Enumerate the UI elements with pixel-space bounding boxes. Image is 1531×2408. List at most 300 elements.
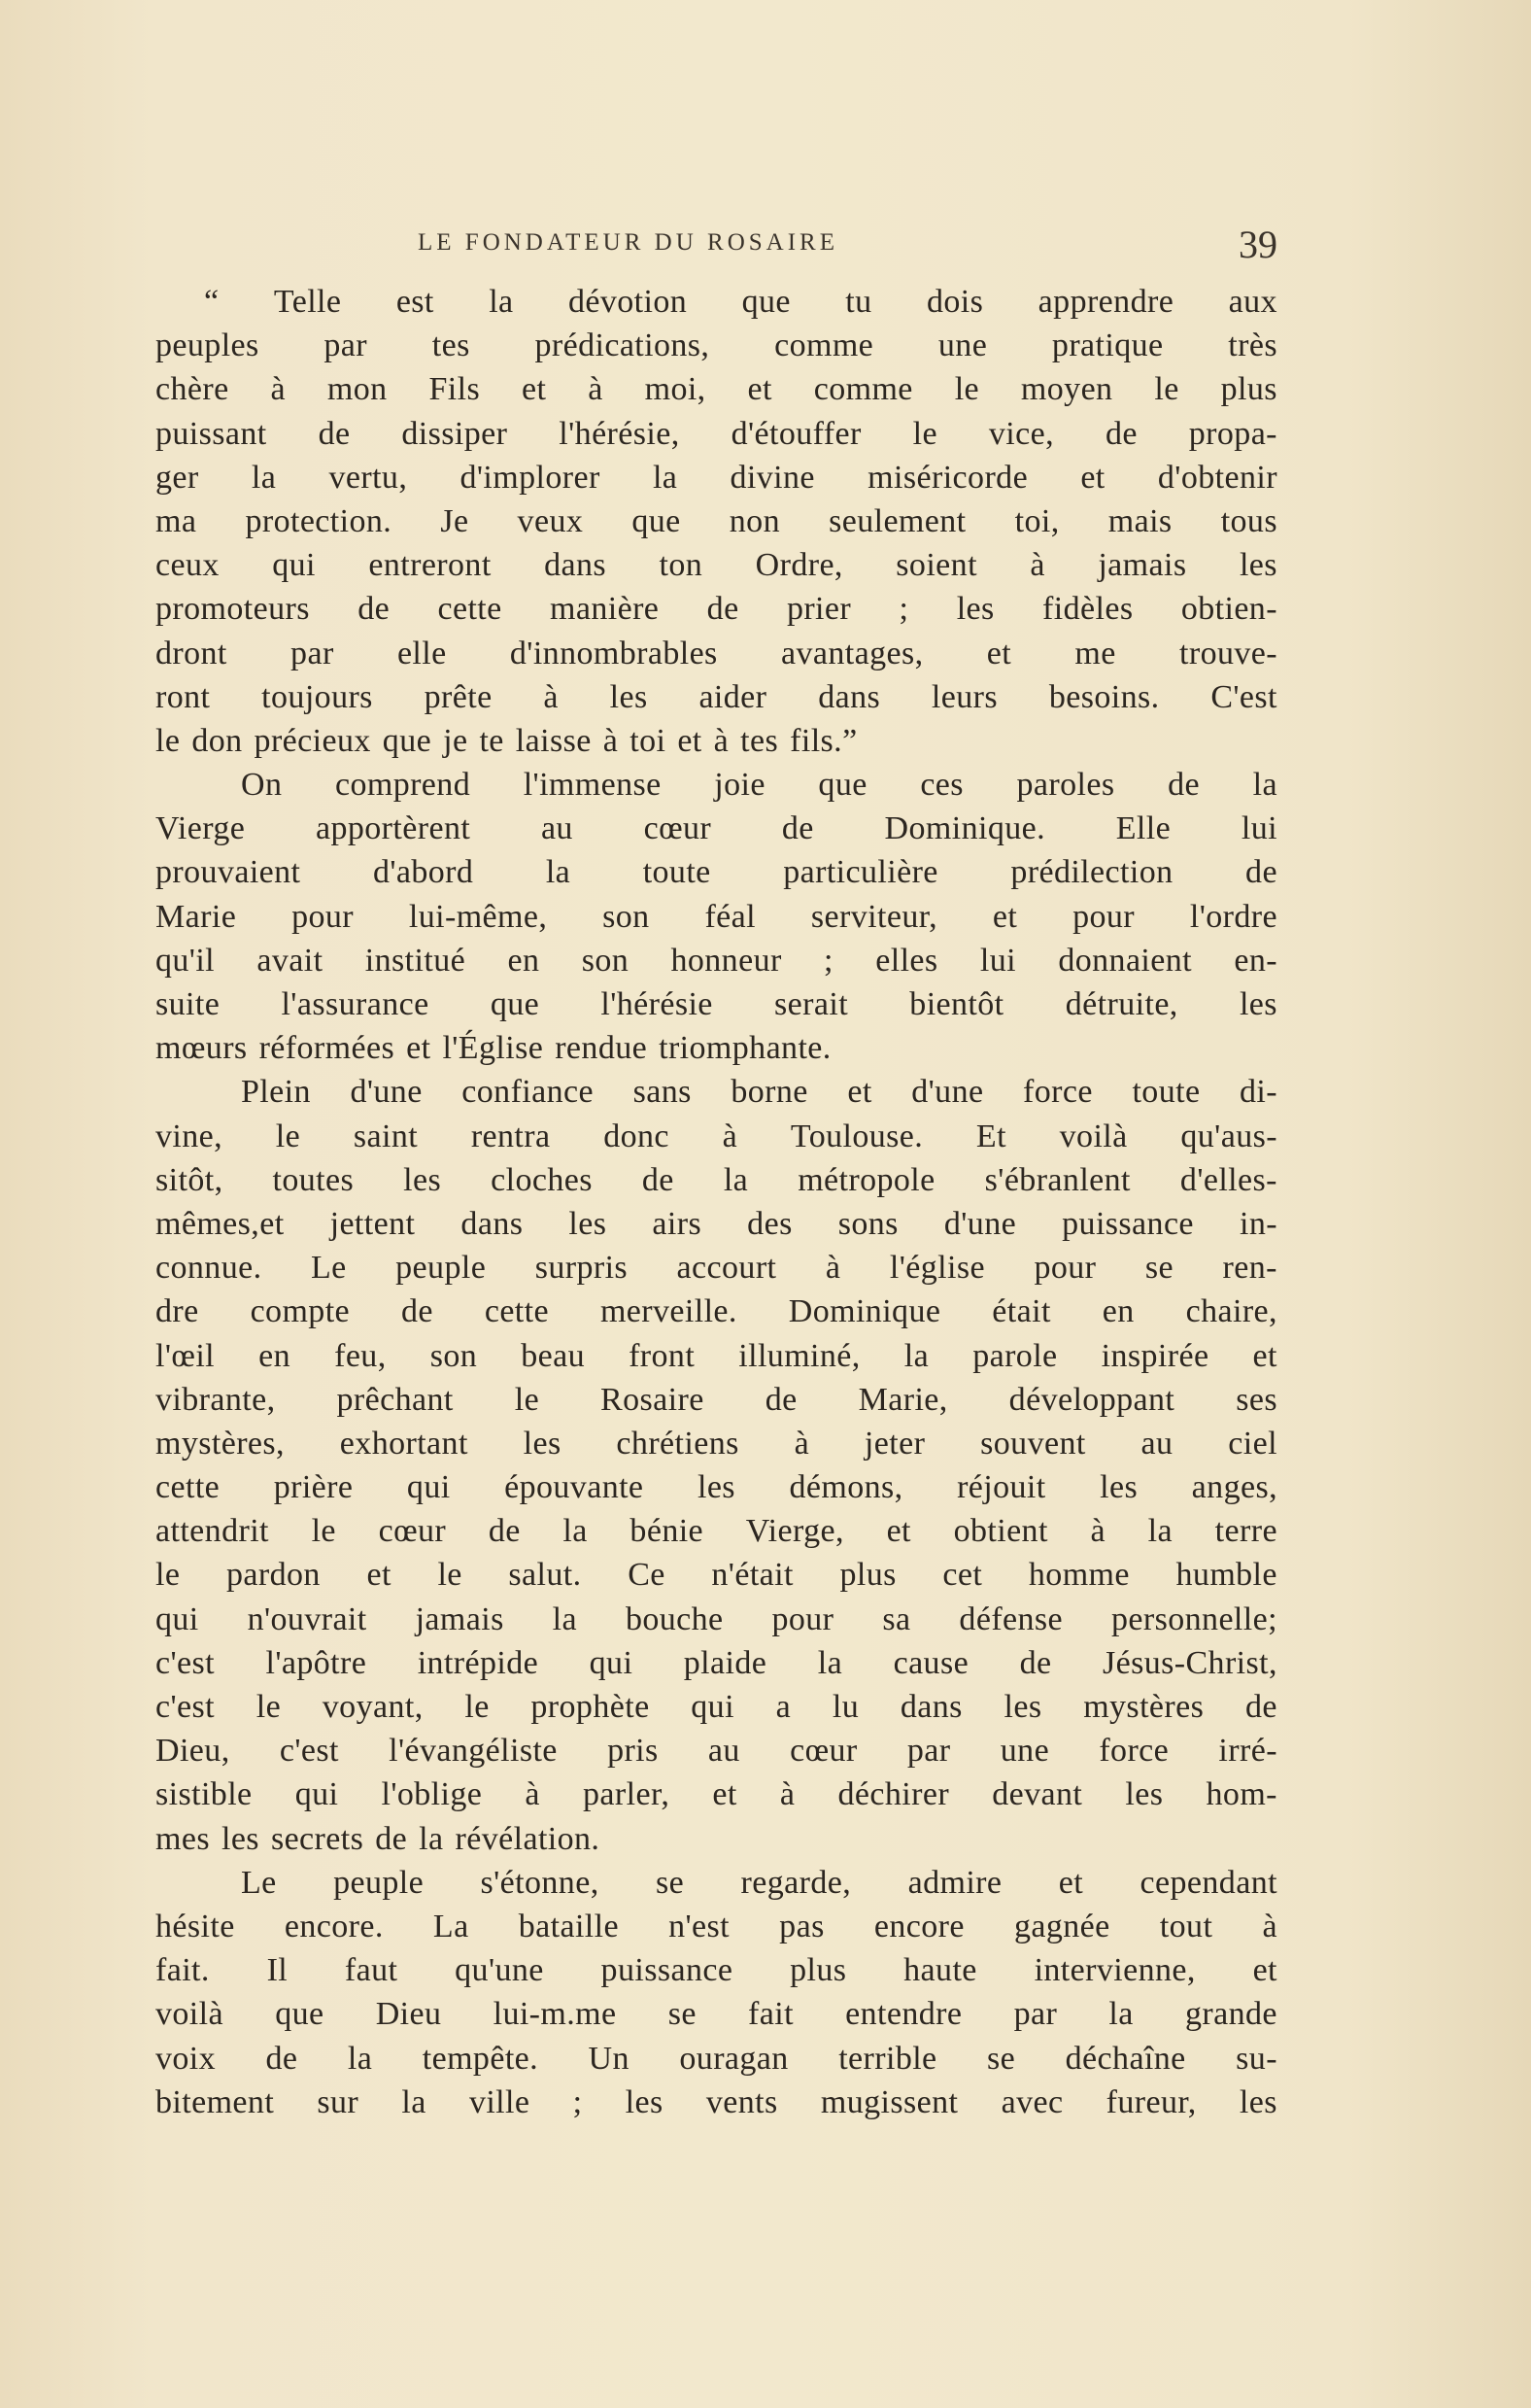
word: humble bbox=[1175, 1557, 1277, 1594]
text-body bbox=[155, 280, 1277, 2124]
word: jeter bbox=[864, 1425, 926, 1462]
word: te bbox=[479, 722, 504, 759]
word: secrets bbox=[270, 1820, 364, 1857]
word: force bbox=[1023, 1074, 1093, 1111]
word: merveille. bbox=[599, 1293, 737, 1330]
word: révélation. bbox=[455, 1820, 600, 1857]
word: bénie bbox=[629, 1513, 704, 1550]
word: les bbox=[523, 1425, 561, 1462]
text-line bbox=[155, 1772, 1277, 1816]
word: d'implorer bbox=[459, 459, 600, 496]
word: de bbox=[357, 591, 391, 628]
word: moi, bbox=[644, 371, 706, 408]
word: chrétiens bbox=[616, 1425, 739, 1462]
word: pour bbox=[1072, 898, 1136, 935]
word: Le bbox=[310, 1250, 347, 1287]
word: mugissent bbox=[820, 2083, 959, 2120]
word: se bbox=[656, 1864, 685, 1901]
word: de bbox=[375, 1820, 408, 1857]
word: bientôt bbox=[909, 986, 1004, 1022]
word: dans bbox=[544, 547, 607, 584]
word: C'est bbox=[1210, 678, 1277, 715]
text-line bbox=[155, 1598, 1277, 1641]
word: ces bbox=[920, 767, 964, 804]
word: au bbox=[707, 1733, 740, 1770]
word: à bbox=[825, 1250, 841, 1287]
word: force bbox=[1099, 1733, 1170, 1770]
word: elles bbox=[875, 942, 938, 979]
word: n'est bbox=[668, 1908, 731, 1944]
word: toute bbox=[642, 854, 711, 891]
text-line bbox=[155, 807, 1277, 850]
word: ma bbox=[155, 502, 197, 539]
word: di- bbox=[1240, 1074, 1277, 1111]
word: l'apôtre bbox=[265, 1644, 367, 1681]
text-line bbox=[155, 1641, 1277, 1685]
word: sons bbox=[837, 1205, 899, 1242]
word: surpris bbox=[534, 1250, 629, 1287]
word: cet bbox=[942, 1557, 983, 1594]
word: d'innombrables bbox=[509, 635, 718, 671]
word: et bbox=[847, 1074, 872, 1111]
word: de bbox=[1019, 1644, 1052, 1681]
word: et bbox=[886, 1513, 911, 1550]
word: et bbox=[1080, 459, 1106, 496]
word: d'une bbox=[911, 1074, 984, 1111]
word: par bbox=[290, 635, 334, 671]
word: rendue bbox=[555, 1030, 648, 1067]
word: Toulouse. bbox=[790, 1118, 924, 1154]
word: Rosaire bbox=[600, 1381, 704, 1418]
word: se bbox=[987, 2040, 1016, 2077]
word: me bbox=[1074, 635, 1116, 671]
word: non bbox=[729, 502, 780, 539]
word: Un bbox=[588, 2040, 629, 2077]
word: Le bbox=[241, 1864, 277, 1901]
word: Ordre, bbox=[755, 547, 843, 584]
word: devant bbox=[992, 1776, 1083, 1813]
word: mêmes,et bbox=[155, 1205, 285, 1242]
word: attendrit bbox=[155, 1513, 269, 1550]
word: qu'aus- bbox=[1180, 1118, 1277, 1154]
word: cependant bbox=[1140, 1864, 1277, 1901]
word: toi, bbox=[1014, 502, 1060, 539]
text-line bbox=[155, 412, 1277, 456]
word: mon bbox=[326, 371, 388, 408]
word: lu bbox=[832, 1689, 860, 1725]
word: prête bbox=[424, 678, 493, 715]
word: intervienne, bbox=[1034, 1952, 1196, 1989]
word: le bbox=[954, 371, 980, 408]
word: de bbox=[1168, 767, 1201, 804]
word: anges, bbox=[1191, 1469, 1277, 1506]
word: la bbox=[723, 1161, 749, 1198]
word: et bbox=[712, 1776, 737, 1813]
word: Vierge, bbox=[745, 1513, 844, 1550]
page-number: 39 bbox=[1239, 223, 1277, 266]
word: que bbox=[275, 1996, 324, 2033]
word: vertu, bbox=[328, 459, 408, 496]
word: dévotion bbox=[567, 284, 688, 320]
word: pour bbox=[771, 1600, 834, 1637]
word: jamais bbox=[1098, 547, 1187, 584]
word: la bbox=[552, 1600, 578, 1637]
word: parole bbox=[972, 1337, 1058, 1374]
word: les bbox=[697, 1469, 735, 1506]
word: qui bbox=[406, 1469, 451, 1506]
word: voyant, bbox=[322, 1689, 424, 1725]
word: Marie, bbox=[858, 1381, 948, 1418]
word: grande bbox=[1184, 1996, 1277, 2033]
text-line bbox=[155, 324, 1277, 367]
text-line bbox=[155, 1422, 1277, 1465]
word: en bbox=[1102, 1293, 1135, 1330]
word: et bbox=[521, 371, 547, 408]
word: métropole bbox=[798, 1161, 936, 1198]
word: exhortant bbox=[339, 1425, 468, 1462]
word: miséricorde bbox=[868, 459, 1029, 496]
word: comme bbox=[774, 327, 874, 364]
text-line bbox=[155, 1465, 1277, 1509]
word: toute bbox=[1132, 1074, 1201, 1111]
word: à bbox=[270, 371, 286, 408]
word: c'est bbox=[155, 1689, 215, 1725]
word: je bbox=[443, 722, 468, 759]
word: Je bbox=[440, 502, 469, 539]
word: dans bbox=[818, 678, 881, 715]
text-line bbox=[155, 1861, 1277, 1905]
word: leurs bbox=[931, 678, 999, 715]
text-line bbox=[155, 2081, 1277, 2124]
word: peuple bbox=[395, 1250, 487, 1287]
text-line bbox=[155, 1158, 1277, 1202]
word: serait bbox=[774, 986, 849, 1022]
word: les bbox=[1239, 986, 1277, 1022]
word: salut. bbox=[508, 1557, 582, 1594]
word: La bbox=[432, 1908, 469, 1944]
word: plus bbox=[790, 1952, 847, 1989]
word: se bbox=[667, 1996, 697, 2033]
text-line bbox=[155, 939, 1277, 982]
text-line bbox=[155, 1115, 1277, 1158]
word: Fils bbox=[428, 371, 481, 408]
word: les bbox=[1239, 547, 1277, 584]
word: d'une bbox=[350, 1074, 423, 1111]
word: sur bbox=[317, 2083, 359, 2120]
word: pas bbox=[779, 1908, 825, 1944]
word: qui bbox=[691, 1689, 734, 1725]
word: la bbox=[652, 459, 678, 496]
text-line bbox=[155, 895, 1277, 939]
word: confiance bbox=[461, 1074, 595, 1111]
word: de bbox=[1105, 415, 1138, 452]
word: l'ordre bbox=[1189, 898, 1277, 935]
word: rentra bbox=[470, 1118, 551, 1154]
word: que bbox=[490, 986, 540, 1022]
word: de bbox=[641, 1161, 674, 1198]
word: la bbox=[545, 854, 571, 891]
word: féal bbox=[704, 898, 757, 935]
word: On bbox=[241, 767, 283, 804]
word: le bbox=[912, 415, 937, 452]
text-line bbox=[155, 1290, 1277, 1333]
word: de bbox=[781, 810, 814, 847]
word: et bbox=[1252, 1337, 1277, 1374]
word: terrible bbox=[838, 2040, 937, 2077]
word: Dominique bbox=[788, 1293, 941, 1330]
word: et bbox=[747, 371, 772, 408]
word: regarde, bbox=[740, 1864, 852, 1901]
word: d'abord bbox=[372, 854, 474, 891]
word: la bbox=[401, 2083, 426, 2120]
word: prédications, bbox=[534, 327, 710, 364]
word: à bbox=[543, 678, 559, 715]
text-line bbox=[155, 1948, 1277, 1992]
word: prouvaient bbox=[155, 854, 301, 891]
word: lui bbox=[1241, 810, 1277, 847]
text-line bbox=[155, 367, 1277, 411]
word: plaide bbox=[683, 1644, 767, 1681]
word: le bbox=[155, 1557, 181, 1594]
word: déchirer bbox=[837, 1776, 950, 1813]
word: l'évangéliste bbox=[389, 1733, 558, 1770]
word: vibrante, bbox=[155, 1381, 276, 1418]
word: et bbox=[406, 1030, 431, 1067]
word: tout bbox=[1159, 1908, 1213, 1944]
word: ville bbox=[468, 2083, 530, 2120]
word: le bbox=[464, 1689, 490, 1725]
word: Jésus-Christ, bbox=[1102, 1644, 1277, 1681]
word: la bbox=[817, 1644, 843, 1681]
word: aux bbox=[1228, 284, 1277, 320]
word: jamais bbox=[415, 1600, 504, 1637]
word: à bbox=[713, 722, 730, 759]
word: la bbox=[347, 2040, 373, 2077]
word: se bbox=[1144, 1250, 1174, 1287]
word: les bbox=[1100, 1469, 1139, 1506]
word: aider bbox=[698, 678, 767, 715]
word: ront bbox=[155, 678, 211, 715]
word: accourt bbox=[676, 1250, 777, 1287]
word: fils.” bbox=[790, 722, 858, 759]
word: tes bbox=[431, 327, 470, 364]
word: et bbox=[366, 1557, 391, 1594]
word: à bbox=[779, 1776, 796, 1813]
word: à bbox=[1090, 1513, 1106, 1550]
word: beau bbox=[521, 1337, 585, 1374]
word: puissance bbox=[600, 1952, 733, 1989]
word: laisse bbox=[515, 722, 592, 759]
word: c'est bbox=[155, 1644, 215, 1681]
word: la bbox=[489, 284, 514, 320]
word: illuminé, bbox=[738, 1337, 861, 1374]
word: de bbox=[265, 2040, 298, 2077]
word: dre bbox=[155, 1293, 199, 1330]
word: Dieu, bbox=[155, 1733, 230, 1770]
word: Ce bbox=[628, 1557, 665, 1594]
word: bouche bbox=[625, 1600, 724, 1637]
word: sitôt, bbox=[155, 1161, 223, 1198]
word: besoins. bbox=[1048, 678, 1160, 715]
word: le bbox=[1154, 371, 1179, 408]
word: par bbox=[1013, 1996, 1058, 2033]
word: mystères, bbox=[155, 1425, 285, 1462]
word: qu'une bbox=[455, 1952, 544, 1989]
word: ; bbox=[824, 942, 834, 979]
word: bitement bbox=[155, 2083, 275, 2120]
word: tempête. bbox=[422, 2040, 539, 2077]
text-line bbox=[155, 1905, 1277, 1948]
word: cette bbox=[155, 1469, 221, 1506]
word: vice, bbox=[988, 415, 1055, 452]
word: Et bbox=[975, 1118, 1006, 1154]
word: in- bbox=[1239, 1205, 1277, 1242]
word: s'étonne, bbox=[480, 1864, 599, 1901]
word: le bbox=[437, 1557, 462, 1594]
word: l'Église bbox=[442, 1030, 544, 1067]
text-line bbox=[155, 1378, 1277, 1422]
word: avait bbox=[256, 942, 323, 979]
word: voilà bbox=[1059, 1118, 1128, 1154]
word: très bbox=[1228, 327, 1277, 364]
word: l'hérésie, bbox=[559, 415, 680, 452]
word: mes bbox=[155, 1820, 210, 1857]
word: qui bbox=[155, 1600, 199, 1637]
word: mœurs bbox=[155, 1030, 248, 1067]
word: de bbox=[765, 1381, 798, 1418]
word: cause bbox=[893, 1644, 970, 1681]
text-line bbox=[155, 632, 1277, 675]
word: entendre bbox=[845, 1996, 963, 2033]
word: sans bbox=[632, 1074, 692, 1111]
word: paroles bbox=[1016, 767, 1115, 804]
text-line bbox=[155, 2037, 1277, 2081]
word: avantages, bbox=[780, 635, 924, 671]
word: vents bbox=[705, 2083, 778, 2120]
word: était bbox=[992, 1293, 1051, 1330]
word: l'hérésie bbox=[600, 986, 713, 1022]
word: terre bbox=[1214, 1513, 1277, 1550]
word: la bbox=[1252, 767, 1277, 804]
word: obtient bbox=[953, 1513, 1048, 1550]
text-line bbox=[155, 1070, 1277, 1114]
word: front bbox=[629, 1337, 696, 1374]
word: cloches bbox=[491, 1161, 593, 1198]
word: détruite, bbox=[1065, 986, 1178, 1022]
text-line bbox=[155, 1246, 1277, 1290]
word: toujours bbox=[261, 678, 373, 715]
word: comme bbox=[813, 371, 913, 408]
word: haute bbox=[903, 1952, 977, 1989]
word: les bbox=[1239, 2083, 1277, 2120]
word: d'étouffer bbox=[731, 415, 862, 452]
word: pardon bbox=[225, 1557, 321, 1594]
word: Plein bbox=[241, 1074, 311, 1111]
word: fidèles bbox=[1042, 591, 1134, 628]
word: elle bbox=[396, 635, 447, 671]
word: et bbox=[992, 898, 1018, 935]
word: lui bbox=[979, 942, 1016, 979]
word: irré- bbox=[1218, 1733, 1277, 1770]
text-line bbox=[155, 456, 1277, 499]
word: compte bbox=[250, 1293, 351, 1330]
word: prêchant bbox=[336, 1381, 454, 1418]
word: dans bbox=[900, 1689, 963, 1725]
word: prophète bbox=[530, 1689, 650, 1725]
word: épouvante bbox=[504, 1469, 644, 1506]
word: promoteurs bbox=[155, 591, 310, 628]
word: suite bbox=[155, 986, 221, 1022]
word: une bbox=[1000, 1733, 1050, 1770]
word: à bbox=[794, 1425, 810, 1462]
word: donc bbox=[603, 1118, 669, 1154]
word: chère bbox=[155, 371, 229, 408]
word: don bbox=[191, 722, 243, 759]
word: personnelle; bbox=[1111, 1600, 1277, 1637]
word: en bbox=[507, 942, 540, 979]
word: cœur bbox=[643, 810, 712, 847]
word: faut bbox=[344, 1952, 398, 1989]
word: démons, bbox=[789, 1469, 903, 1506]
word: le bbox=[275, 1118, 301, 1154]
word: le bbox=[311, 1513, 336, 1550]
text-line bbox=[155, 763, 1277, 807]
word: encore bbox=[873, 1908, 965, 1944]
word: admire bbox=[907, 1864, 1003, 1901]
word: toi bbox=[629, 722, 666, 759]
word: homme bbox=[1028, 1557, 1130, 1594]
word: son bbox=[602, 898, 650, 935]
word: puissant bbox=[155, 415, 267, 452]
word: feu, bbox=[334, 1337, 387, 1374]
word: veux bbox=[517, 502, 584, 539]
word: Il bbox=[266, 1952, 289, 1989]
word: la bbox=[1108, 1996, 1134, 2033]
word: pratique bbox=[1051, 327, 1164, 364]
word: en bbox=[258, 1337, 291, 1374]
word: gagnée bbox=[1013, 1908, 1110, 1944]
word: apportèrent bbox=[315, 810, 471, 847]
word: ceux bbox=[155, 547, 220, 584]
word: de bbox=[318, 415, 351, 452]
word: toutes bbox=[272, 1161, 355, 1198]
word: et bbox=[986, 635, 1012, 671]
word: seulement bbox=[829, 502, 967, 539]
word: avec bbox=[1001, 2083, 1064, 2120]
word: à bbox=[588, 371, 603, 408]
word: que bbox=[382, 722, 432, 759]
word: cœur bbox=[790, 1733, 858, 1770]
word: qui bbox=[589, 1644, 633, 1681]
word: les bbox=[956, 591, 995, 628]
word: son bbox=[429, 1337, 478, 1374]
word: ses bbox=[1236, 1381, 1277, 1418]
word: pris bbox=[607, 1733, 659, 1770]
word: ton bbox=[659, 547, 703, 584]
word: des bbox=[747, 1205, 793, 1242]
word: lui-m.me bbox=[493, 1996, 617, 2033]
word: bataille bbox=[518, 1908, 619, 1944]
word: la bbox=[1147, 1513, 1173, 1550]
word: que bbox=[631, 502, 681, 539]
word: à bbox=[1030, 547, 1045, 584]
text-line bbox=[155, 982, 1277, 1026]
word: tous bbox=[1220, 502, 1277, 539]
word: en- bbox=[1234, 942, 1277, 979]
word: serviteur, bbox=[810, 898, 937, 935]
word: parler, bbox=[583, 1776, 670, 1813]
word: ger bbox=[155, 459, 199, 496]
